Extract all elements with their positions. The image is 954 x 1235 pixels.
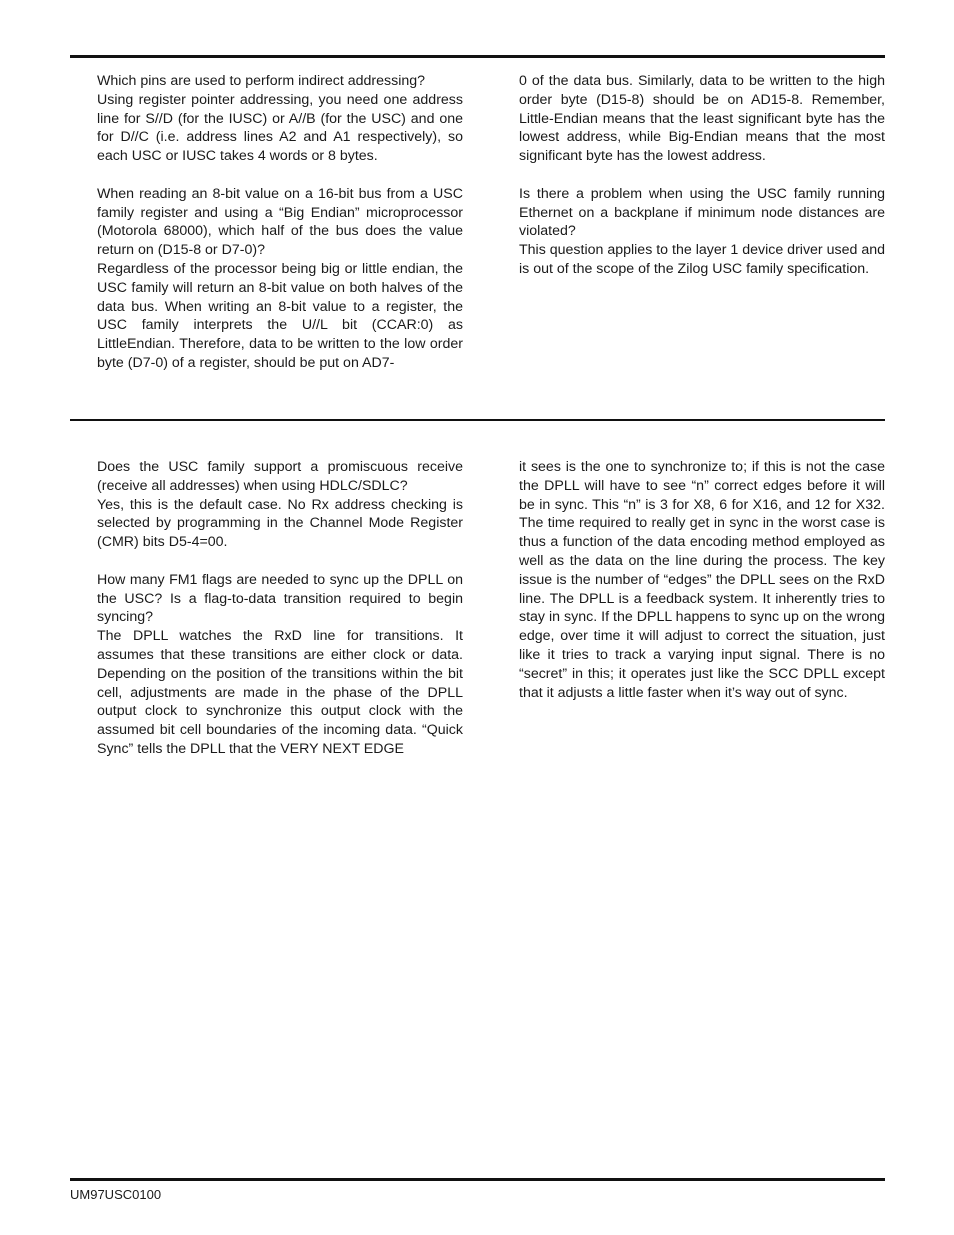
section-divider-rule	[70, 419, 885, 421]
section1-left-column	[97, 72, 463, 373]
question-big-endian: When reading an 8-bit value on a 16-bit bus from a USC family register and using a “Big Endian” microprocessor (Motorola 68000), which half of the bus does the value return on (D15-8 or D7-0)?	[97, 185, 463, 259]
answer-promiscuous-receive: Yes, this is the default case. No Rx address checking is selected by programming in the Channel Mode Register (CMR) bits D5-4=00.	[97, 496, 463, 551]
top-rule	[70, 55, 885, 58]
question-fm1-flags: How many FM1 flags are needed to sync up the DPLL on the USC? Is a flag-to-data transition required to begin syncing?	[97, 571, 463, 626]
answer-fm1-flags: The DPLL watches the RxD line for transitions. It assumes that these transitions are either clock or data. Depending on the position of the transitions within the bit cell, adjustments are made in the phase of the DPLL output clock to synchronize this output clock with the assumed bit cell boundaries of the incoming data. “Quick Sync” tells the DPLL that the VERY NEXT EDGE	[97, 628, 463, 757]
question-indirect-addressing: Which pins are used to perform indirect addressing?	[97, 73, 426, 89]
document-id: UM97USC0100	[70, 1187, 162, 1202]
answer-ethernet-backplane: This question applies to the layer 1 device driver used and is out of the scope of the Zilog USC family specification.	[519, 242, 885, 277]
bottom-rule	[70, 1178, 885, 1181]
answer-indirect-addressing: Using register pointer addressing, you need one address line for S//D (for the IUSC) or A//B (for the USC) and one for D//C (i.e. address lines A2 and A1 respectively), so each USC or IUSC takes 4 words or 8 bytes.	[97, 91, 463, 165]
question-ethernet-backplane: Is there a problem when using the USC family running Ethernet on a backplane if minimum node distances are violated?	[519, 185, 885, 240]
section2-left-column	[97, 458, 463, 759]
question-promiscuous-receive: Does the USC family support a promiscuous receive (receive all addresses) when using HDLC/SDLC?	[97, 459, 463, 494]
section1-right-column	[519, 72, 885, 279]
answer-big-endian: Regardless of the processor being big or little endian, the USC family will return an 8-bit value on both halves of the data bus. When writing an 8-bit value to a register, the USC family interprets the U//L bit (CCAR:0) as LittleEndian. Therefore, data to be written to the low order byte (D7-0) of a register, should be put on AD7-	[97, 260, 463, 371]
answer-big-endian-continued: 0 of the data bus. Similarly, data to be written to the high order byte (D15-8) should be on AD15-8. Remember, Little-Endian means that the least significant byte has the lowest address, while Big-Endian means that the most significant byte has the lowest address.	[519, 73, 885, 165]
section2-right-column	[519, 458, 885, 702]
answer-fm1-flags-continued: it sees is the one to synchronize to; if this is not the case the DPLL will have to see “n” correct edges before it will be in sync. This “n” is 3 for X8, 6 for X16, and 12 for X32. The time required to really get in sync in the worst case is thus a function of the data encoding method employed as well as the data on the line during the process. The key issue is the number of “edges” the DPLL sees on the RxD line. The DPLL is a feedback system. It inherently tries to stay in sync. If the DPLL happens to sync up on the wrong edge, over time it will adjust to correct the situation, just like it tries to track a varying input signal. There is no “secret” in this; it operates just like the SCC DPLL except that it adjusts a little faster when it’s way out of sync.	[519, 459, 885, 701]
